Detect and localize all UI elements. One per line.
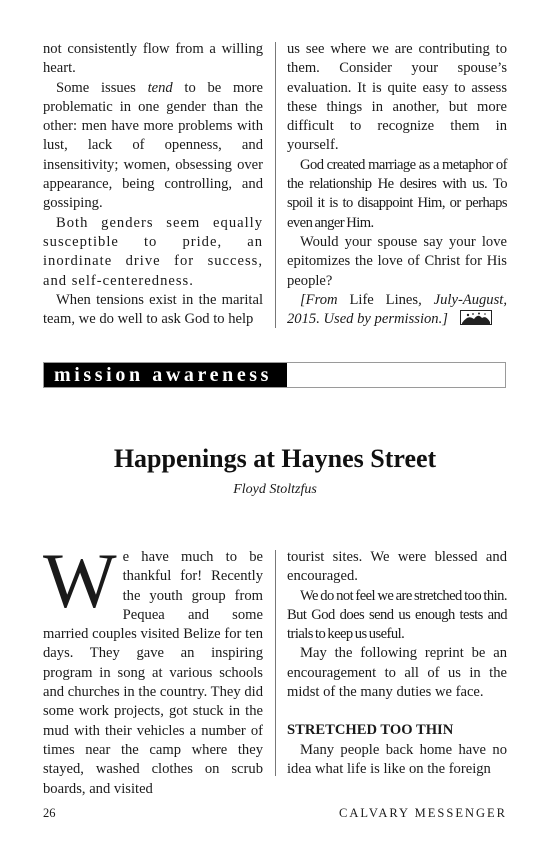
publication-name: CALVARY MESSENGER (339, 806, 507, 820)
paragraph: tourist sites. We were blessed and encouraged. (287, 549, 507, 585)
source-credit: [From Life Lines, July-August, 2015. Used by permission.] (287, 291, 507, 328)
paragraph: Would your spouse say your love epitomizes the love of Christ for His people? (287, 233, 507, 289)
page-number: 26 (43, 806, 56, 820)
paragraph: us see where we are contributing to them. Consider your spouse’s evaluation. It is quite easy to assess these things in another, but more difficult to recognize them in yourself. (287, 41, 507, 154)
paragraph: not consistently flow from a willing heart. (43, 41, 263, 77)
subheading: STRETCHED TOO THIN (287, 722, 454, 739)
continued-article-left-column (43, 40, 263, 329)
continued-article-right-column (287, 40, 507, 329)
paragraph: When tensions exist in the marital team, we do well to ask God to help (43, 291, 263, 328)
drop-cap: W (43, 537, 117, 624)
article-right-column (287, 548, 507, 779)
paragraph: Both genders seem equally susceptible to pride, an inordinate drive for success, and self-centeredness. (43, 214, 263, 289)
article-left-column (43, 537, 263, 799)
section-banner (43, 362, 506, 388)
paragraph: Many people back home have no idea what life is like on the foreign (287, 741, 507, 777)
column-divider (275, 42, 276, 328)
paragraph: God created marriage as a metaphor of the relationship He desires with us. To spoil it is to disappoint Him, or perhaps even anger Him. (287, 156, 507, 231)
section-banner-label: mission awareness (44, 363, 287, 387)
paragraph: We do not feel we are stretched too thin. But God does send us enough tests and trials to keep us useful. (287, 587, 507, 643)
column-divider (275, 550, 276, 776)
article-title: Happenings at Haynes Street (113, 444, 437, 473)
end-of-article-ornament-icon (460, 310, 492, 325)
paragraph: Some issues tend to be more problematic in one gender than the other: men have more problems with lust, lack of openness, and insensitivity; women, obsessing over appearance, being controlling, and gossiping. (43, 79, 263, 212)
paragraph: May the following reprint be an encouragement to all of us in the midst of the many duties we face. (287, 645, 507, 701)
paragraph: We have much to be thankful for! Recently the youth group from Pequea and some married couples visited Belize for ten days. They gave an inspiring program in song at various schools and churches in the country. They did some work projects, got stuck in the mud with their vehicles a number of times near the camp where they stayed, washed clothes on scrub boards, and visited (43, 537, 263, 797)
article-author: Floyd Stoltzfus (233, 482, 317, 497)
